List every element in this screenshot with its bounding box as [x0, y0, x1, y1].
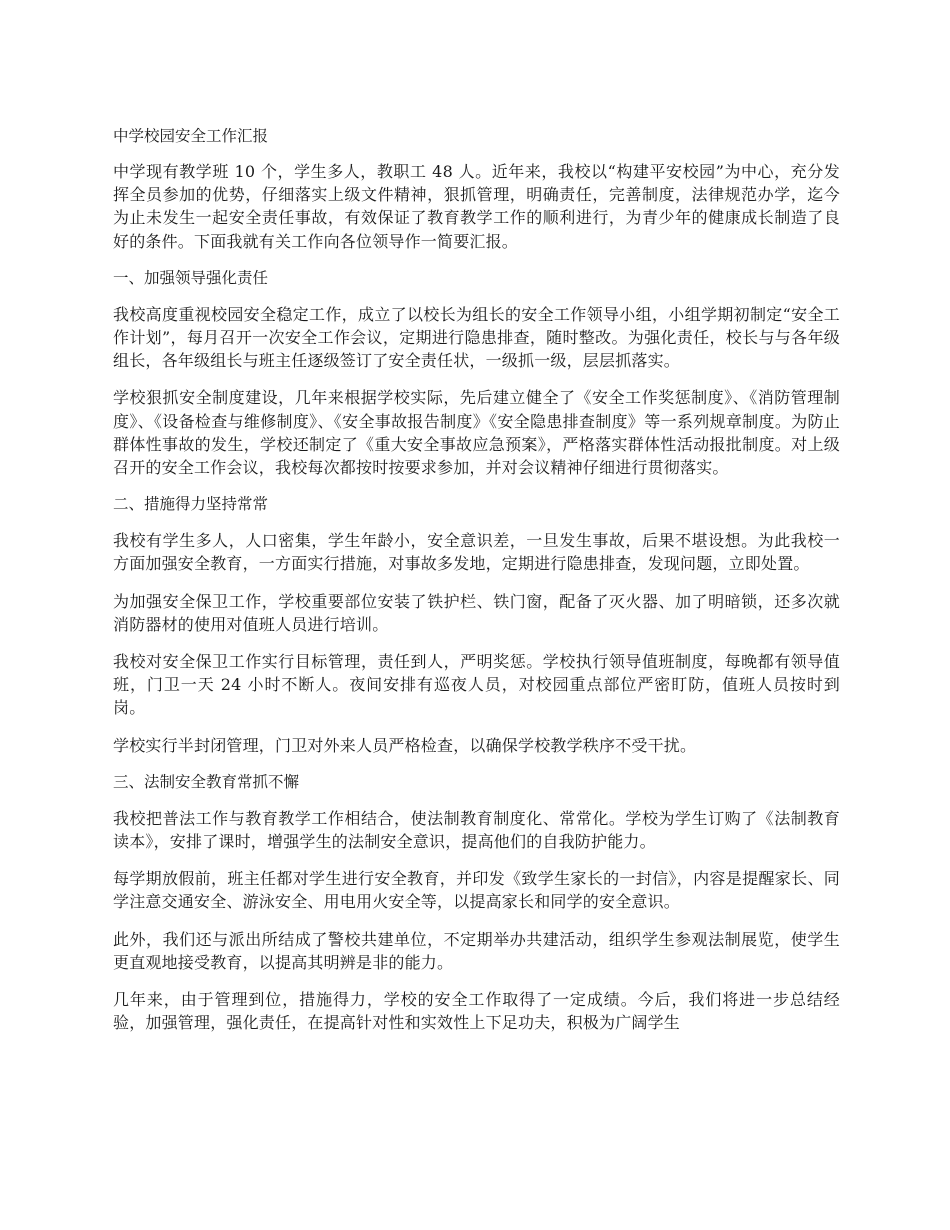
section-heading-1: 一、加强领导强化责任	[113, 268, 269, 287]
intro-paragraph: 中学现有教学班 10 个，学生多人，教职工 48 人。近年来，我校以“构建平安校园”为中心，充分发挥全员参加的优势，仔细落实上级文件精神，狠抓管理，明确责任，完善制度，法律规范办学，迄今为止未发生一起安全责任事故，有效保证了教育教学工作的顺利进行，为青少年的健康成长制造了良好的条件。下面我就有关工作向各位领导作一简要汇报。	[113, 162, 840, 251]
document-page	[113, 125, 840, 1048]
section-2-paragraph-3: 我校对安全保卫工作实行目标管理，责任到人，严明奖惩。学校执行领导值班制度，每晚都有领导值班，门卫一天 24 小时不断人。夜间安排有巡夜人员，对校园重点部位严密盯防，值班人员按时到岗。	[113, 652, 840, 718]
section-3-paragraph-3: 此外，我们还与派出所结成了警校共建单位，不定期举办共建活动，组织学生参观法制展览，使学生更直观地接受教育，以提高其明辨是非的能力。	[113, 929, 840, 972]
section-2-paragraph-1: 我校有学生多人，人口密集，学生年龄小，安全意识差，一旦发生事故，后果不堪设想。为此我校一方面加强安全教育，一方面实行措施，对事故多发地，定期进行隐患排查，发现问题，立即处置。	[113, 531, 840, 574]
section-1-paragraph-2: 学校狠抓安全制度建设，几年来根据学校实际，先后建立健全了《安全工作奖惩制度》、《消防管理制度》、《设备检查与维修制度》、《安全事故报告制度》《安全隐患排查制度》等一系列规章制度。为防止群体性事故的发生，学校还制定了《重大安全事故应急预案》，严格落实群体性活动报批制度。对上级召开的安全工作会议，我校每次都按时按要求参加，并对会议精神仔细进行贯彻落实。	[113, 388, 840, 478]
section-3-paragraph-2: 每学期放假前，班主任都对学生进行安全教育，并印发《致学生家长的一封信》，内容是提醒家长、同学注意交通安全、游泳安全、用电用火安全等，以提高家长和同学的安全意识。	[113, 869, 840, 912]
document-title: 中学校园安全工作汇报	[113, 127, 269, 145]
section-2-paragraph-2: 为加强安全保卫工作，学校重要部位安装了铁护栏、铁门窗，配备了灭火器、加了明暗锁，还多次就消防器材的使用对值班人员进行培训。	[113, 591, 840, 634]
section-1-paragraph-1: 我校高度重视校园安全稳定工作，成立了以校长为组长的安全工作领导小组，小组学期初制定“安全工作计划”，每月召开一次安全工作会议，定期进行隐患排查，随时整改。为强化责任，校长与与各年级组长，各年级组长与班主任逐级签订了安全责任状，一级抓一级，层层抓落实。	[113, 304, 840, 371]
section-3-paragraph-1: 我校把普法工作与教育教学工作相结合，使法制教育制度化、常常化。学校为学生订购了《法制教育读本》，安排了课时，增强学生的法制安全意识，提高他们的自我防护能力。	[113, 808, 840, 852]
section-heading-2: 二、措施得力坚持常常	[113, 495, 269, 514]
section-heading-3: 三、法制安全教育常抓不懈	[113, 772, 300, 791]
section-2-paragraph-4: 学校实行半封闭管理，门卫对外来人员严格检查，以确保学校教学秩序不受干扰。	[113, 735, 697, 755]
section-3-paragraph-4: 几年来，由于管理到位，措施得力，学校的安全工作取得了一定成绩。今后，我们将进一步总结经验，加强管理，强化责任，在提高针对性和实效性上下足功夫，积极为广阔学生	[113, 990, 840, 1033]
